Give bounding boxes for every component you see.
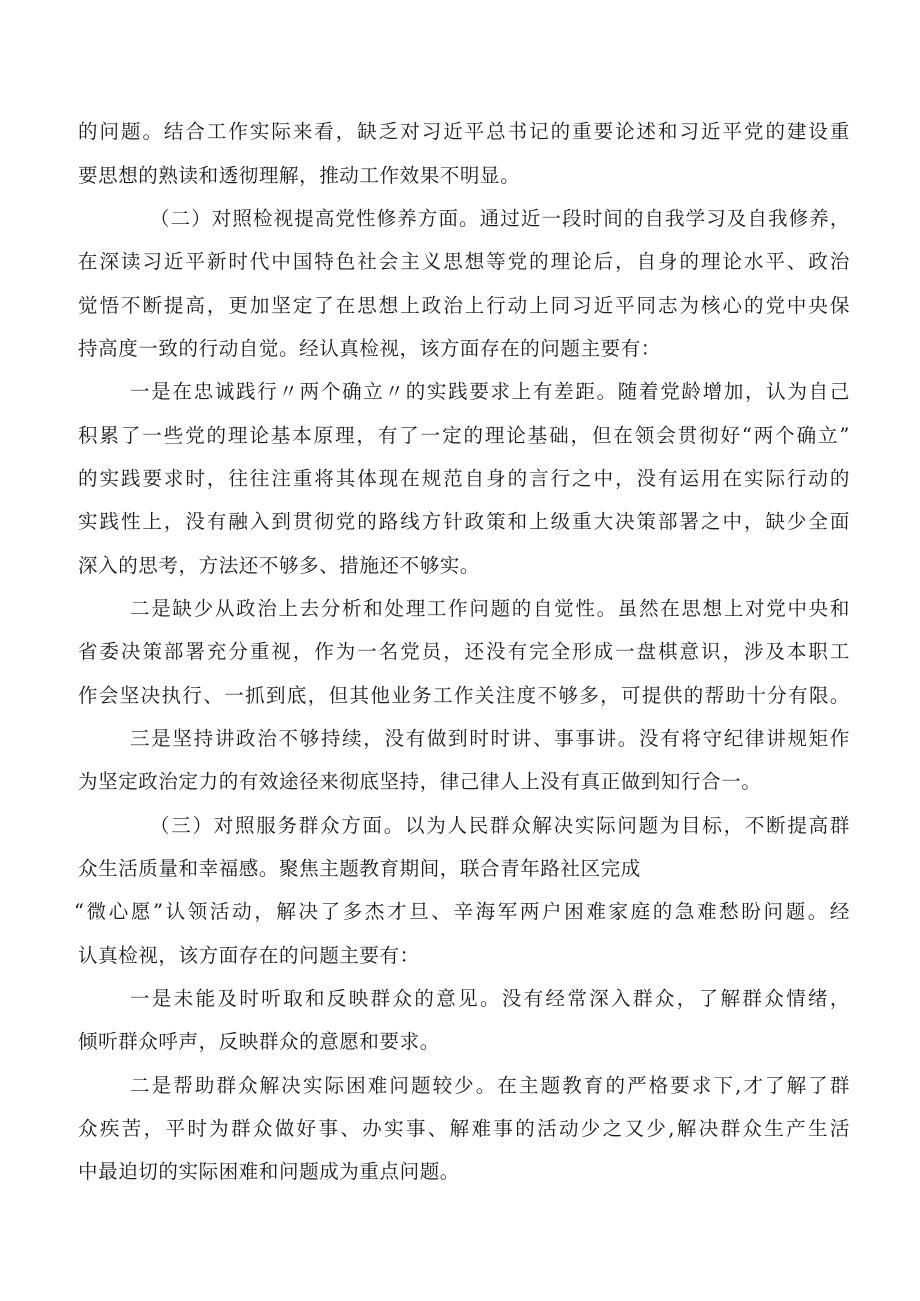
text-line: 二是缺少从政治上去分析和处理工作问题的自觉性。虽然在思想上对党中央和	[130, 597, 850, 620]
text-line: 一是未能及时听取和反映群众的意见。没有经常深入群众，了解群众情绪，	[130, 987, 850, 1010]
text-line: 持高度一致的行动自觉。经认真检视，该方面存在的问题主要有：	[78, 337, 661, 360]
text-line: “微心愿”认领活动，解决了多杰才旦、辛海军两户困难家庭的急难愁盼问题。经	[74, 900, 850, 923]
text-line: 积累了一些党的理论基本原理，有了一定的理论基础，但在领会贯彻好“两个确立”	[78, 424, 850, 447]
text-line: （三）对照服务群众方面。以为人民群众解决实际问题为目标，不断提高群	[150, 814, 850, 837]
text-line: 的问题。结合工作实际来看，缺乏对习近平总书记的重要论述和习近平党的建设重	[78, 120, 850, 143]
text-line: 的实践要求时，往往注重将其体现在规范自身的言行之中，没有运用在实际行动的	[78, 467, 850, 490]
text-line: 为坚定政治定力的有效途径来彻底坚持，律己律人上没有真正做到知行合一。	[78, 770, 762, 793]
text-line: 省委决策部署充分重视，作为一名党员，还没有完全形成一盘棋意识，涉及本职工	[78, 640, 850, 663]
text-line: 三是坚持讲政治不够持续，没有做到时时讲、事事讲。没有将守纪律讲规矩作	[130, 727, 850, 750]
text-line: 要思想的熟读和透彻理解，推动工作效果不明显。	[78, 164, 521, 187]
text-line: 认真检视，该方面存在的问题主要有：	[78, 944, 420, 967]
text-line: （二）对照检视提高党性修养方面。通过近一段时间的自我学习及自我修养，	[150, 207, 850, 230]
text-line: 倾听群众呼声，反映群众的意愿和要求。	[78, 1030, 440, 1053]
text-line: 众生活质量和幸福感。聚焦主题教育期间，联合青年路社区完成	[78, 857, 641, 880]
text-line: 深入的思考，方法还不够多、措施还不够实。	[78, 554, 481, 577]
text-line: 实践性上，没有融入到贯彻党的路线方针政策和上级重大决策部署之中，缺少全面	[78, 510, 850, 533]
text-line: 众疾苦，平时为群众做好事、办实事、解难事的活动少之又少,解决群众生产生活	[78, 1117, 850, 1140]
text-line: 一是在忠诚践行〃两个确立〃的实践要求上有差距。随着党龄增加，认为自己	[130, 380, 850, 403]
text-line: 中最迫切的实际困难和问题成为重点问题。	[78, 1160, 460, 1183]
text-line: 觉悟不断提高，更加坚定了在思想上政治上行动上同习近平同志为核心的党中央保	[78, 294, 850, 317]
text-line: 作会坚决执行、一抓到底，但其他业务工作关注度不够多，可提供的帮助十分有限。	[78, 684, 850, 707]
text-line: 二是帮助群众解决实际困难问题较少。在主题教育的严格要求下,才了解了群	[130, 1074, 850, 1097]
text-line: 在深读习近平新时代中国特色社会主义思想等党的理论后，自身的理论水平、政治	[78, 250, 850, 273]
